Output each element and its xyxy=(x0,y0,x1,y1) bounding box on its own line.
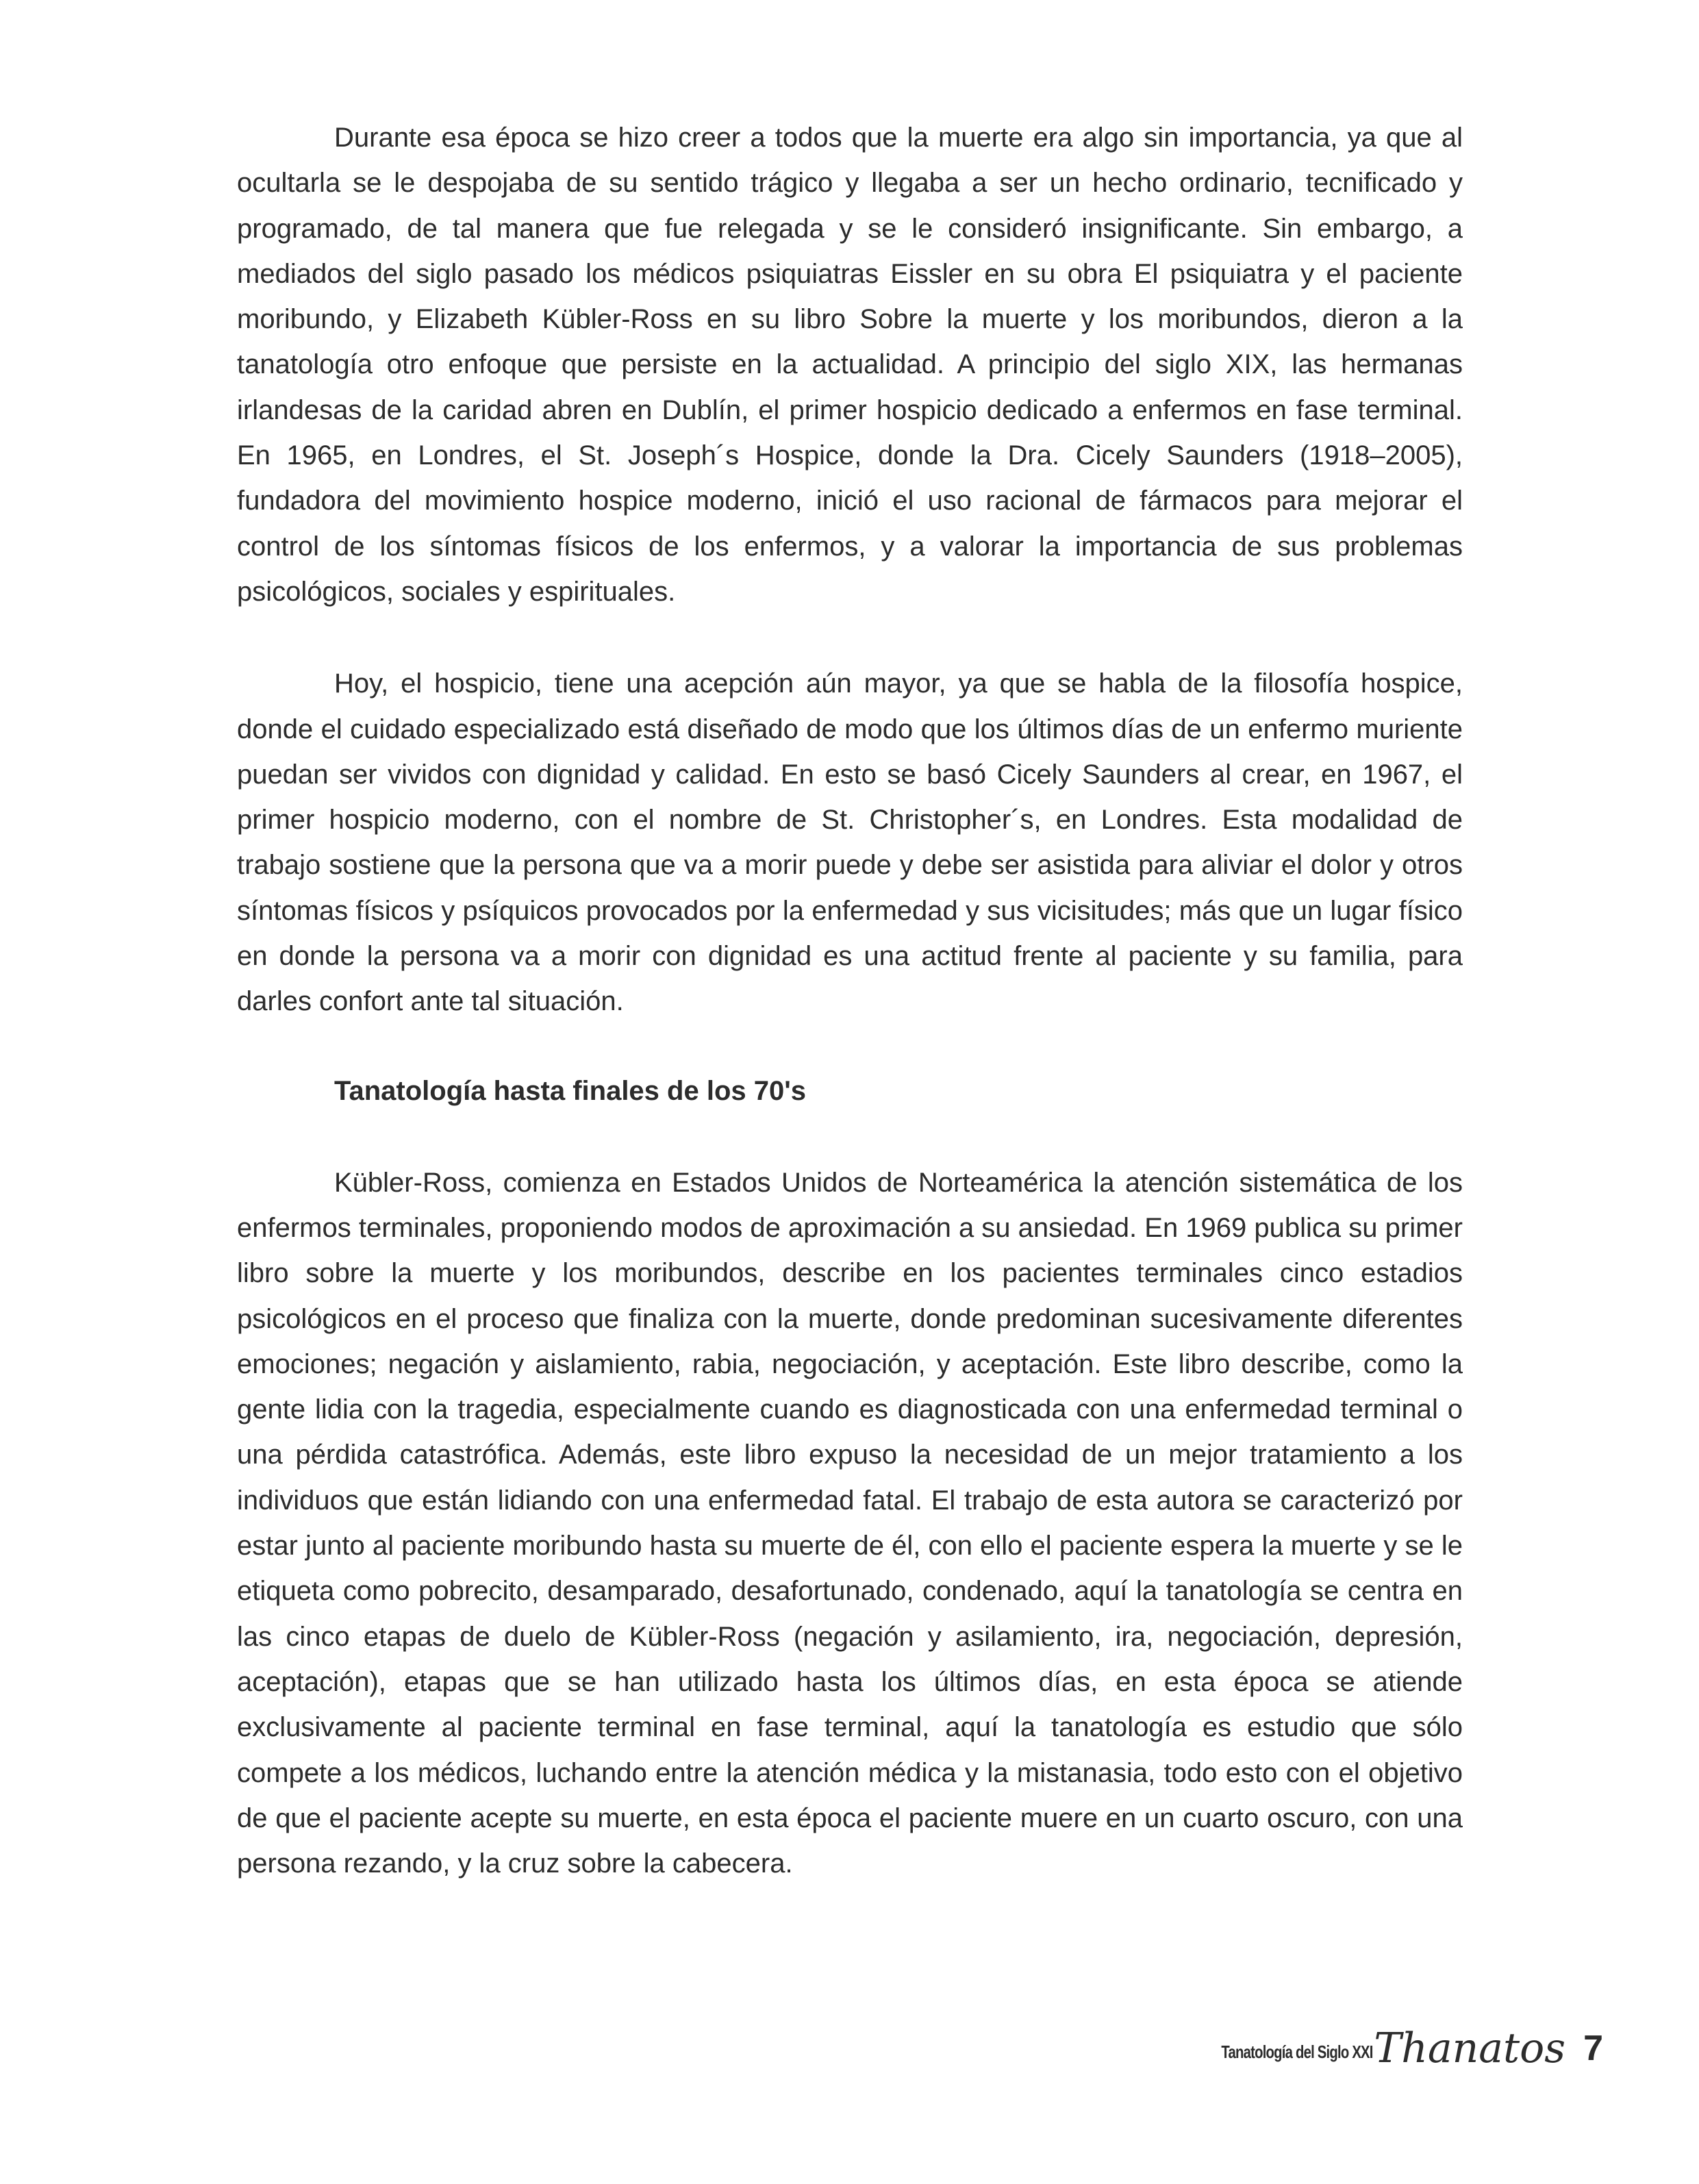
page-number: 7 xyxy=(1583,2029,1603,2068)
body-paragraph: Durante esa época se hizo creer a todos que la muerte era algo sin importancia, ya que al ocultarla se le despojaba de su sentido trágico y llegaba a ser un hecho ordinario, tecnificado y programado, de tal manera que fue relegada y se le consideró insignificante. Sin embargo, a mediados del siglo pasado los médicos psiquiatras Eissler en su obra El psiquiatra y el paciente moribundo, y Elizabeth Kübler-Ross en su libro Sobre la muerte y los moribundos, dieron a la tanatología otro enfoque que persiste en la actualidad. A principio del siglo XIX, las hermanas irlandesas de la caridad abren en Dublín, el primer hospicio dedicado a enfermos en fase terminal. En 1965, en Londres, el St. Joseph´s Hospice, donde la Dra. Cicely Saunders (1918–2005), fundadora del movimiento hospice moderno, inició el uso racional de fármacos para mejorar el control de los síntomas físicos de los enfermos, y a valorar la importancia de sus problemas psicológicos, sociales y espirituales. xyxy=(237,123,1463,607)
body-paragraph: Kübler-Ross, comienza en Estados Unidos de Norteamérica la atención sistemática de los enfermos terminales, proponiendo modos de aproximación a su ansiedad. En 1969 publica su primer libro sobre la muerte y los moribundos, describe en los pacientes terminales cinco estadios psicológicos en el proceso que finaliza con la muerte, donde predominan sucesivamente diferentes emociones; negación y aislamiento, rabia, negociación, y aceptación. Este libro describe, como la gente lidia con la tragedia, especialmente cuando es diagnosticada con una enfermedad terminal o una pérdida catastrófica. Además, este libro expuso la necesidad de un mejor tratamiento a los individuos que están lidiando con una enfermedad fatal. El trabajo de esta autora se caracterizó por estar junto al paciente moribundo hasta su muerte de él, con ello el paciente espera la muerte y se le etiqueta como pobrecito, desamparado, desafortunado, condenado, aquí la tanatología se centra en las cinco etapas de duelo de Kübler-Ross (negación y asilamiento, ira, negociación, depresión, aceptación), etapas que se han utilizado hasta los últimos días, en esta época se atiende exclusivamente al paciente terminal en fase terminal, aquí la tanatología es estudio que sólo compete a los médicos, luchando entre la atención médica y la mistanasia, todo esto con el objetivo de que el paciente acepte su muerte, en esta época el paciente muere en un cuarto oscuro, con una persona rezando, y la cruz sobre la cabecera. xyxy=(237,1167,1463,1879)
thanatos-logo: Thanatos xyxy=(1374,2024,1566,2072)
page-body xyxy=(237,115,1463,1886)
section-heading: Tanatología hasta finales de los 70's xyxy=(334,1075,806,1106)
footer-series-title: Tanatología del Siglo XXI xyxy=(1220,2041,1373,2062)
body-paragraph: Hoy, el hospicio, tiene una acepción aún mayor, ya que se habla de la filosofía hospice, donde el cuidado especializado está diseñado de modo que los últimos días de un enfermo muriente puedan ser vividos con dignidad y calidad. En esto se basó Cicely Saunders al crear, en 1967, el primer hospicio moderno, con el nombre de St. Christopher´s, en Londres. Esta modalidad de trabajo sostiene que la persona que va a morir puede y debe ser asistida para aliviar el dolor y otros síntomas físicos y psíquicos provocados por la enfermedad y sus vicisitudes; más que un lugar físico en donde la persona va a morir con dignidad es una actitud frente al paciente y su familia, para darles confort ante tal situación. xyxy=(237,668,1463,1017)
page-footer xyxy=(1179,2018,1603,2079)
